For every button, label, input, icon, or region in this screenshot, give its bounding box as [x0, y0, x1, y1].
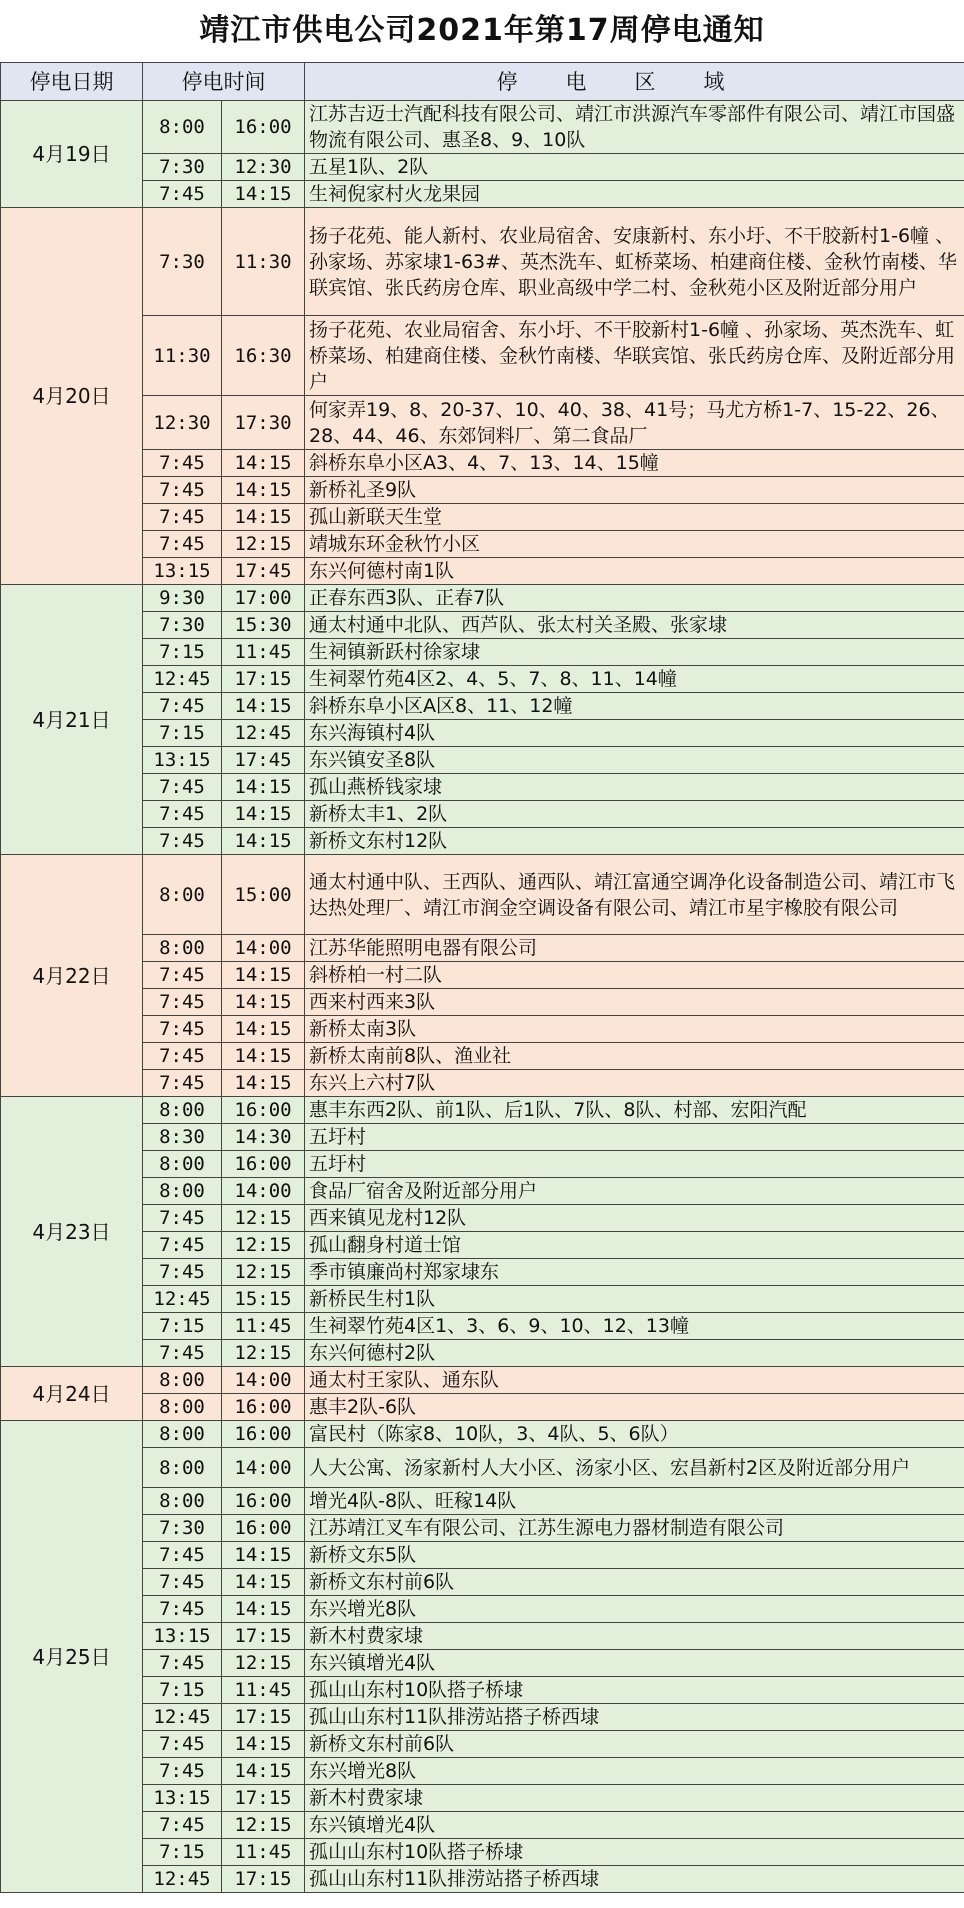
end-time: 17:15: [222, 1866, 305, 1893]
start-time: 7:45: [143, 774, 222, 801]
end-time: 17:45: [222, 558, 305, 585]
end-time: 16:00: [222, 1515, 305, 1542]
table-row: [1, 935, 964, 962]
end-time: 14:15: [222, 989, 305, 1016]
end-time: 17:15: [222, 666, 305, 693]
outage-area: 新桥礼圣9队: [305, 477, 964, 504]
start-time: 12:30: [143, 396, 222, 450]
table-row: [1, 558, 964, 585]
start-time: 7:45: [143, 1569, 222, 1596]
outage-area: 新桥文东5队: [305, 1542, 964, 1569]
start-time: 12:45: [143, 1704, 222, 1731]
outage-area: 新桥民生村1队: [305, 1286, 964, 1313]
start-time: 7:45: [143, 1259, 222, 1286]
outage-area: 季市镇廉尚村郑家埭东: [305, 1259, 964, 1286]
table-row: [1, 1151, 964, 1178]
start-time: 7:45: [143, 1812, 222, 1839]
end-time: 15:15: [222, 1286, 305, 1313]
end-time: 12:15: [222, 1232, 305, 1259]
table-row: [1, 396, 964, 450]
end-time: 14:15: [222, 450, 305, 477]
start-time: 7:45: [143, 1731, 222, 1758]
outage-area: 东兴海镇村4队: [305, 720, 964, 747]
outage-area: 惠丰东西2队、前1队、后1队、7队、8队、村部、宏阳汽配: [305, 1097, 964, 1124]
start-time: 8:00: [143, 855, 222, 935]
end-time: 14:15: [222, 1569, 305, 1596]
end-time: 11:30: [222, 208, 305, 316]
end-time: 12:15: [222, 1812, 305, 1839]
end-time: 14:15: [222, 1016, 305, 1043]
start-time: 7:15: [143, 1677, 222, 1704]
end-time: 12:15: [222, 1340, 305, 1367]
end-time: 16:00: [222, 1151, 305, 1178]
start-time: 13:15: [143, 558, 222, 585]
start-time: 7:45: [143, 1232, 222, 1259]
start-time: 8:00: [143, 1097, 222, 1124]
outage-area: 孤山燕桥钱家埭: [305, 774, 964, 801]
outage-area: 新桥太丰1、2队: [305, 801, 964, 828]
outage-area: 斜桥东阜小区A3、4、7、13、14、15幢: [305, 450, 964, 477]
table-row: [1, 1124, 964, 1151]
outage-area: 东兴镇增光4队: [305, 1812, 964, 1839]
end-time: 17:45: [222, 747, 305, 774]
outage-area: 东兴镇安圣8队: [305, 747, 964, 774]
table-row: [1, 774, 964, 801]
table-row: [1, 1839, 964, 1866]
outage-area: 孤山新联天生堂: [305, 504, 964, 531]
outage-date: 4月19日: [1, 101, 143, 208]
table-row: [1, 1569, 964, 1596]
end-time: 14:15: [222, 962, 305, 989]
outage-area: 五圩村: [305, 1124, 964, 1151]
end-time: 11:45: [222, 1839, 305, 1866]
end-time: 14:15: [222, 801, 305, 828]
start-time: 13:15: [143, 1623, 222, 1650]
outage-area: 人大公寓、汤家新村人大小区、汤家小区、宏昌新村2区及附近部分用户: [305, 1448, 964, 1488]
outage-area: 何家弄19、8、20-37、10、40、38、41号；马尤方桥1-7、15-22、26、28、44、46、东郊饲料厂、第二食品厂: [305, 396, 964, 450]
table-row: [1, 101, 964, 154]
start-time: 8:00: [143, 101, 222, 154]
start-time: 7:45: [143, 1070, 222, 1097]
end-time: 14:15: [222, 1731, 305, 1758]
table-row: [1, 585, 964, 612]
table-row: [1, 450, 964, 477]
start-time: 12:45: [143, 666, 222, 693]
outage-area: 斜桥东阜小区A区8、11、12幢: [305, 693, 964, 720]
table-row: [1, 154, 964, 181]
page-title: 靖江市供电公司2021年第17周停电通知: [199, 13, 765, 48]
outage-area: 东兴镇增光4队: [305, 1650, 964, 1677]
end-time: 14:15: [222, 828, 305, 855]
start-time: 7:45: [143, 1205, 222, 1232]
outage-area: 富民村（陈家8、10队，3、4队、5、6队）: [305, 1421, 964, 1448]
end-time: 15:30: [222, 612, 305, 639]
table-row: [1, 1394, 964, 1421]
outage-area: 新木村费家埭: [305, 1785, 964, 1812]
table-row: [1, 1070, 964, 1097]
table-row: [1, 989, 964, 1016]
outage-area: 东兴增光8队: [305, 1758, 964, 1785]
start-time: 7:45: [143, 693, 222, 720]
table-row: [1, 531, 964, 558]
start-time: 12:45: [143, 1866, 222, 1893]
table-row: [1, 316, 964, 396]
outage-area: 孤山山东村10队搭子桥埭: [305, 1677, 964, 1704]
outage-area: 新桥文东村前6队: [305, 1731, 964, 1758]
outage-area: 通太村王家队、通东队: [305, 1367, 964, 1394]
start-time: 12:45: [143, 1286, 222, 1313]
outage-date: 4月21日: [1, 585, 143, 855]
table-body: [1, 101, 964, 1893]
end-time: 14:00: [222, 1367, 305, 1394]
table-row: [1, 181, 964, 208]
outage-area: 通太村通中北队、西芦队、张太村关圣殿、张家埭: [305, 612, 964, 639]
start-time: 7:45: [143, 828, 222, 855]
table-row: [1, 1232, 964, 1259]
end-time: 12:30: [222, 154, 305, 181]
outage-area: 扬子花苑、能人新村、农业局宿舍、安康新村、东小圩、不干胶新村1-6幢 、孙家场、苏家埭1-63#、英杰洗车、虹桥菜场、柏建商住楼、金秋竹南楼、华联宾馆、张氏药房仓库、职业高级中学二村、金秋苑小区及附近部分用户: [305, 208, 964, 316]
start-time: 7:45: [143, 1758, 222, 1785]
end-time: 17:00: [222, 585, 305, 612]
outage-date: 4月23日: [1, 1097, 143, 1367]
start-time: 7:45: [143, 181, 222, 208]
outage-area: 生祠倪家村火龙果园: [305, 181, 964, 208]
outage-area: 斜桥柏一村二队: [305, 962, 964, 989]
start-time: 7:30: [143, 154, 222, 181]
table-row: [1, 1286, 964, 1313]
start-time: 13:15: [143, 747, 222, 774]
end-time: 12:15: [222, 1259, 305, 1286]
end-time: 14:15: [222, 1070, 305, 1097]
start-time: 7:45: [143, 1043, 222, 1070]
table-row: [1, 962, 964, 989]
table-row: [1, 828, 964, 855]
end-time: 16:00: [222, 101, 305, 154]
start-time: 8:00: [143, 1488, 222, 1515]
outage-area: 东兴何德村2队: [305, 1340, 964, 1367]
outage-area: 生祠翠竹苑4区1、3、6、9、10、12、13幢: [305, 1313, 964, 1340]
table-row: [1, 477, 964, 504]
outage-area: 通太村通中队、王西队、通西队、靖江富通空调净化设备制造公司、靖江市飞达热处理厂、靖江市润金空调设备有限公司、靖江市星宇橡胶有限公司: [305, 855, 964, 935]
table-row: [1, 1488, 964, 1515]
table-row: [1, 747, 964, 774]
start-time: 11:30: [143, 316, 222, 396]
end-time: 17:15: [222, 1785, 305, 1812]
table-row: [1, 1043, 964, 1070]
table-row: [1, 1178, 964, 1205]
end-time: 12:15: [222, 531, 305, 558]
start-time: 7:15: [143, 1313, 222, 1340]
outage-area: 靖城东环金秋竹小区: [305, 531, 964, 558]
table-row: [1, 1623, 964, 1650]
start-time: 8:00: [143, 1421, 222, 1448]
end-time: 14:15: [222, 774, 305, 801]
outage-area: 江苏吉迈士汽配科技有限公司、靖江市洪源汽车零部件有限公司、靖江市国盛物流有限公司、惠圣8、9、10队: [305, 101, 964, 154]
outage-date: 4月20日: [1, 208, 143, 585]
table-row: [1, 1205, 964, 1232]
table-header-row: [1, 63, 964, 101]
table-row: [1, 1421, 964, 1448]
start-time: 7:45: [143, 1596, 222, 1623]
outage-area: 增光4队-8队、旺稼14队: [305, 1488, 964, 1515]
header-date: 停电日期: [1, 63, 143, 101]
end-time: 14:30: [222, 1124, 305, 1151]
table-row: [1, 1448, 964, 1488]
outage-area: 食品厂宿舍及附近部分用户: [305, 1178, 964, 1205]
end-time: 14:15: [222, 693, 305, 720]
outage-area: 扬子花苑、农业局宿舍、东小圩、不干胶新村1-6幢 、孙家场、英杰洗车、虹桥菜场、柏建商住楼、金秋竹南楼、华联宾馆、张氏药房仓库、及附近部分用户: [305, 316, 964, 396]
outage-area: 新木村费家埭: [305, 1623, 964, 1650]
end-time: 12:45: [222, 720, 305, 747]
end-time: 14:15: [222, 181, 305, 208]
end-time: 14:15: [222, 1043, 305, 1070]
start-time: 7:45: [143, 477, 222, 504]
outage-area: 生祠镇新跃村徐家埭: [305, 639, 964, 666]
end-time: 14:15: [222, 1596, 305, 1623]
table-row: [1, 1758, 964, 1785]
table-row: [1, 1313, 964, 1340]
outage-table: [0, 62, 964, 1893]
table-row: [1, 1812, 964, 1839]
start-time: 7:45: [143, 989, 222, 1016]
header-area: 停电区域: [305, 63, 964, 101]
table-row: [1, 801, 964, 828]
outage-area: 五圩村: [305, 1151, 964, 1178]
end-time: 16:00: [222, 1488, 305, 1515]
table-row: [1, 1650, 964, 1677]
outage-date: 4月25日: [1, 1421, 143, 1893]
table-row: [1, 208, 964, 316]
start-time: 8:00: [143, 1178, 222, 1205]
start-time: 8:00: [143, 1367, 222, 1394]
start-time: 13:15: [143, 1785, 222, 1812]
table-row: [1, 1785, 964, 1812]
outage-area: 五星1队、2队: [305, 154, 964, 181]
header-time: 停电时间: [143, 63, 305, 101]
end-time: 16:00: [222, 1394, 305, 1421]
table-row: [1, 1542, 964, 1569]
start-time: 8:00: [143, 935, 222, 962]
table-row: [1, 666, 964, 693]
outage-area: 江苏靖江叉车有限公司、江苏生源电力器材制造有限公司: [305, 1515, 964, 1542]
table-row: [1, 693, 964, 720]
start-time: 8:30: [143, 1124, 222, 1151]
end-time: 17:15: [222, 1623, 305, 1650]
start-time: 7:45: [143, 1340, 222, 1367]
end-time: 12:15: [222, 1205, 305, 1232]
end-time: 16:30: [222, 316, 305, 396]
table-row: [1, 1677, 964, 1704]
outage-area: 孤山山东村11队排涝站搭子桥西埭: [305, 1866, 964, 1893]
start-time: 7:15: [143, 720, 222, 747]
start-time: 7:45: [143, 1016, 222, 1043]
outage-area: 西来镇见龙村12队: [305, 1205, 964, 1232]
end-time: 14:15: [222, 504, 305, 531]
table-row: [1, 1259, 964, 1286]
outage-area: 东兴上六村7队: [305, 1070, 964, 1097]
table-row: [1, 1704, 964, 1731]
outage-area: 孤山山东村10队搭子桥埭: [305, 1839, 964, 1866]
end-time: 17:30: [222, 396, 305, 450]
table-row: [1, 612, 964, 639]
outage-area: 新桥文东村前6队: [305, 1569, 964, 1596]
table-row: [1, 1367, 964, 1394]
end-time: 14:00: [222, 1448, 305, 1488]
end-time: 14:15: [222, 1542, 305, 1569]
outage-area: 孤山翻身村道士馆: [305, 1232, 964, 1259]
end-time: 11:45: [222, 1677, 305, 1704]
outage-area: 东兴何德村南1队: [305, 558, 964, 585]
start-time: 7:45: [143, 1650, 222, 1677]
start-time: 7:45: [143, 962, 222, 989]
table-row: [1, 1515, 964, 1542]
table-row: [1, 1340, 964, 1367]
table-row: [1, 1596, 964, 1623]
table-row: [1, 855, 964, 935]
table-row: [1, 1097, 964, 1124]
end-time: 16:00: [222, 1097, 305, 1124]
end-time: 17:15: [222, 1704, 305, 1731]
start-time: 7:45: [143, 1542, 222, 1569]
start-time: 9:30: [143, 585, 222, 612]
outage-area: 新桥文东村12队: [305, 828, 964, 855]
outage-area: 江苏华能照明电器有限公司: [305, 935, 964, 962]
start-time: 7:30: [143, 208, 222, 316]
table-row: [1, 720, 964, 747]
end-time: 11:45: [222, 639, 305, 666]
end-time: 14:15: [222, 1758, 305, 1785]
table-row: [1, 639, 964, 666]
end-time: 14:00: [222, 1178, 305, 1205]
table-row: [1, 1016, 964, 1043]
table-row: [1, 1866, 964, 1893]
outage-area: 西来村西来3队: [305, 989, 964, 1016]
table-row: [1, 1731, 964, 1758]
start-time: 7:45: [143, 450, 222, 477]
end-time: 14:15: [222, 477, 305, 504]
outage-area: 新桥太南3队: [305, 1016, 964, 1043]
end-time: 11:45: [222, 1313, 305, 1340]
start-time: 7:30: [143, 1515, 222, 1542]
end-time: 12:15: [222, 1650, 305, 1677]
start-time: 7:15: [143, 1839, 222, 1866]
table-row: [1, 504, 964, 531]
start-time: 7:45: [143, 801, 222, 828]
outage-date: 4月24日: [1, 1367, 143, 1421]
end-time: 14:00: [222, 935, 305, 962]
outage-area: 孤山山东村11队排涝站搭子桥西埭: [305, 1704, 964, 1731]
start-time: 7:30: [143, 612, 222, 639]
outage-area: 新桥太南前8队、渔业社: [305, 1043, 964, 1070]
start-time: 8:00: [143, 1151, 222, 1178]
end-time: 16:00: [222, 1421, 305, 1448]
start-time: 7:45: [143, 504, 222, 531]
outage-area: 生祠翠竹苑4区2、4、5、7、8、11、14幢: [305, 666, 964, 693]
outage-area: 正春东西3队、正春7队: [305, 585, 964, 612]
end-time: 15:00: [222, 855, 305, 935]
start-time: 7:15: [143, 639, 222, 666]
start-time: 8:00: [143, 1448, 222, 1488]
start-time: 7:45: [143, 531, 222, 558]
outage-area: 惠丰2队-6队: [305, 1394, 964, 1421]
start-time: 8:00: [143, 1394, 222, 1421]
outage-date: 4月22日: [1, 855, 143, 1097]
outage-area: 东兴增光8队: [305, 1596, 964, 1623]
